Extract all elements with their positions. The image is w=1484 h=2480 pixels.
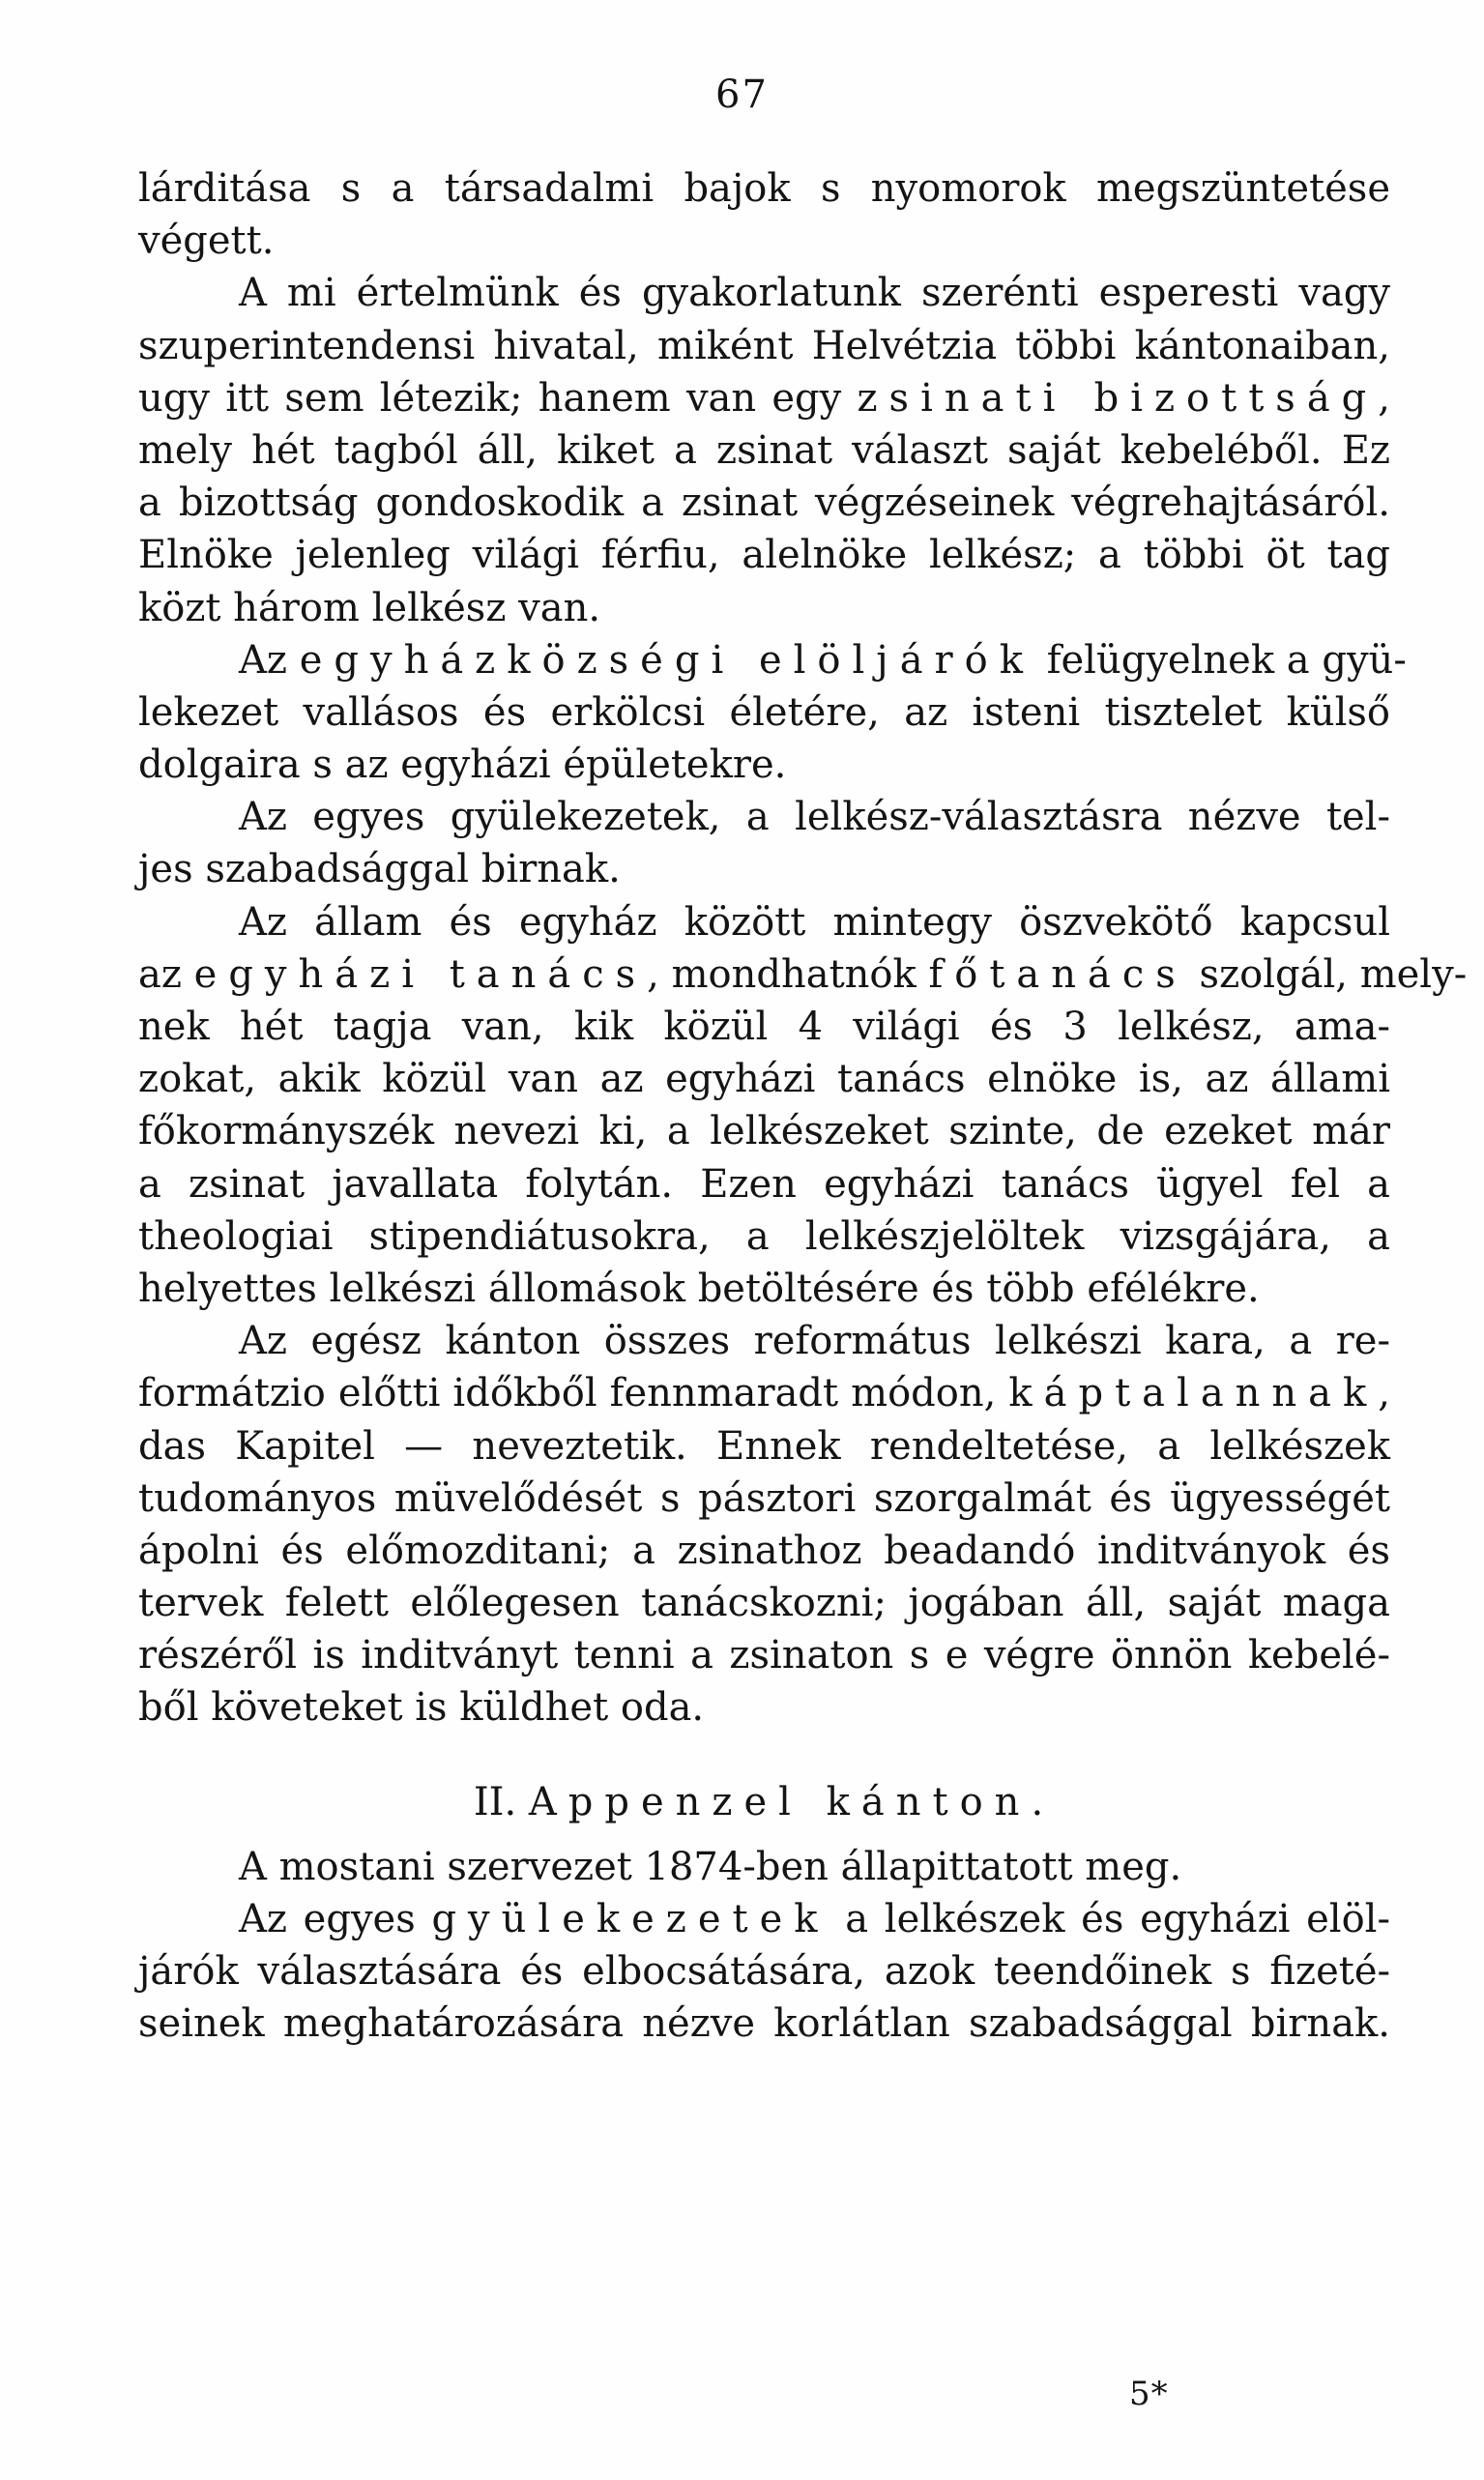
text-segment: helyettes lelkészi állomások betöltésére és több efélékre. — [138, 1266, 1260, 1311]
text-segment: Az egyes — [239, 1896, 432, 1941]
emphasized-term: főtanács — [928, 951, 1187, 997]
text-segment: Az — [239, 637, 300, 683]
text-segment: theologiai stipendiátusokra, a lelkészjelöltek vizsgájára, a — [138, 1213, 1390, 1259]
body-text-after-heading — [138, 1841, 1390, 2051]
text-line — [138, 1001, 1390, 1053]
section-heading-title: Appenzel kánton. — [528, 1779, 1056, 1824]
text-segment: , — [1378, 1371, 1390, 1416]
paragraph — [138, 1893, 1390, 2051]
text-line — [138, 1211, 1390, 1263]
text-line — [138, 686, 1390, 739]
text-segment: nek hét tagja van, kik közül 4 világi és 3 lelkész, ama- — [138, 1005, 1390, 1049]
text-segment: szolgál, mely- — [1186, 951, 1468, 997]
section-heading — [138, 1735, 1390, 1841]
text-segment: , — [1378, 375, 1390, 421]
text-line — [138, 1629, 1390, 1681]
text-line — [138, 529, 1390, 581]
text-segment: das Kapitel — neveztetik. Ennek rendeltetése, a lelkészek — [138, 1423, 1390, 1469]
emphasized-term: egyházi tanács — [193, 951, 648, 997]
paragraph — [138, 162, 1390, 267]
text-segment: az — [138, 951, 194, 997]
body-text-before-heading — [138, 162, 1468, 1735]
text-segment: szuperintendensi hivatal, miként Helvétzia többi kántonaiban, — [138, 323, 1390, 368]
text-line — [138, 1473, 1390, 1525]
text-line — [138, 791, 1390, 843]
text-line — [138, 582, 1390, 634]
text-segment: ugy itt sem létezik; hanem van egy — [138, 375, 858, 421]
text-segment: seinek meghatározására nézve korlátlan szabadsággal birnak. — [138, 2001, 1390, 2047]
text-line — [138, 739, 1390, 791]
text-line — [138, 1577, 1390, 1629]
text-line — [138, 424, 1390, 477]
emphasized-term: egyházközségi elöljárók — [299, 637, 1034, 683]
paragraph — [138, 267, 1390, 633]
signature-mark: 5* — [1129, 2375, 1169, 2413]
text-segment: dolgaira s az egyházi épületekre. — [138, 743, 787, 788]
text-segment: Az állam és egyház között mintegy öszvekötő kapcsul — [239, 899, 1390, 945]
text-segment: a bizottság gondoskodik a zsinat végzéseinek végrehajtásáról. — [138, 481, 1390, 526]
text-segment: végett. — [138, 219, 275, 264]
text-line — [138, 948, 1468, 1001]
text-segment: A mostani szervezet 1874-ben állapittatott meg. — [239, 1844, 1182, 1889]
page-text — [138, 162, 1468, 2050]
text-segment: zokat, akik közül van az egyházi tanács elnöke is, az állami — [138, 1057, 1390, 1102]
text-line — [138, 267, 1390, 319]
paragraph — [138, 1841, 1390, 1893]
text-line — [138, 1893, 1390, 1945]
text-line — [138, 1105, 1390, 1157]
text-line — [138, 1158, 1390, 1211]
text-segment: formátzio előtti időkből fennmaradt módon, — [138, 1371, 1009, 1416]
text-segment: tudományos müvelődését s pásztori szorgalmát és ügyességét — [138, 1475, 1390, 1521]
emphasized-term: káptalannak — [1008, 1371, 1379, 1416]
text-line — [138, 162, 1390, 215]
text-segment: Az egyes gyülekezetek, a lelkész-választásra nézve tel- — [239, 795, 1390, 840]
text-line — [138, 1998, 1390, 2050]
text-segment: ből követeket is küldhet oda. — [138, 1685, 705, 1731]
text-segment: felügyelnek a gyü- — [1033, 637, 1407, 683]
text-line — [138, 843, 1390, 895]
text-segment: , mondhatnók — [647, 951, 929, 997]
text-segment: járók választására és elbocsátására, azok teendőinek s fizeté- — [138, 1949, 1390, 1994]
text-segment: A mi értelmünk és gyakorlatunk szerénti esperesti vagy — [239, 271, 1390, 316]
paragraph — [138, 896, 1468, 1316]
text-line — [138, 215, 1390, 267]
text-line — [138, 1841, 1390, 1893]
paragraph — [138, 634, 1407, 792]
text-line — [138, 1315, 1390, 1367]
text-line — [138, 1420, 1390, 1473]
text-segment: közt három lelkész van. — [138, 585, 601, 630]
page-number: 67 — [715, 73, 769, 117]
text-segment: Az egész kánton összes református lelkészi kara, a re- — [239, 1319, 1390, 1364]
paragraph — [138, 791, 1390, 895]
text-segment: ápolni és előmozditani; a zsinathoz beadandó inditványok és — [138, 1528, 1390, 1573]
text-line — [138, 477, 1390, 529]
text-line — [138, 1945, 1390, 1998]
text-segment: tervek felett előlegesen tanácskozni; jogában áll, saját maga — [138, 1581, 1390, 1626]
text-line — [138, 1681, 1390, 1734]
text-line — [138, 1053, 1390, 1105]
text-segment: a lelkészek és egyházi elöl- — [829, 1896, 1390, 1941]
text-segment: mely hét tagból áll, kiket a zsinat választ saját kebeléből. Ez — [138, 427, 1390, 473]
text-line — [138, 1367, 1390, 1419]
section-heading-number: II. — [473, 1779, 517, 1824]
text-line — [138, 634, 1407, 686]
text-segment: a zsinat javallata folytán. Ezen egyházi tanács ügyel fel a — [138, 1161, 1390, 1207]
text-segment: jes szabadsággal birnak. — [138, 847, 621, 892]
text-line — [138, 320, 1390, 372]
text-segment: részéről is inditványt tenni a zsinaton s e végre önnön kebelé- — [138, 1633, 1390, 1678]
text-line — [138, 372, 1390, 424]
text-segment: lekezet vallásos és erkölcsi életére, az isteni tisztelet külső — [138, 689, 1390, 735]
emphasized-term: zsinati bizottság — [857, 375, 1379, 421]
text-segment: Elnöke jelenleg világi férfiu, alelnöke lelkész; a többi öt tag — [138, 533, 1390, 578]
paragraph — [138, 1315, 1390, 1735]
text-line — [138, 1525, 1390, 1577]
text-line — [138, 1263, 1390, 1315]
text-segment: lárditása s a társadalmi bajok s nyomorok megszüntetése — [138, 166, 1390, 211]
text-segment: főkormányszék nevezi ki, a lelkészeket szinte, de ezeket már — [138, 1109, 1390, 1154]
text-line — [138, 896, 1390, 948]
emphasized-term: gyülekezetek — [431, 1896, 829, 1941]
